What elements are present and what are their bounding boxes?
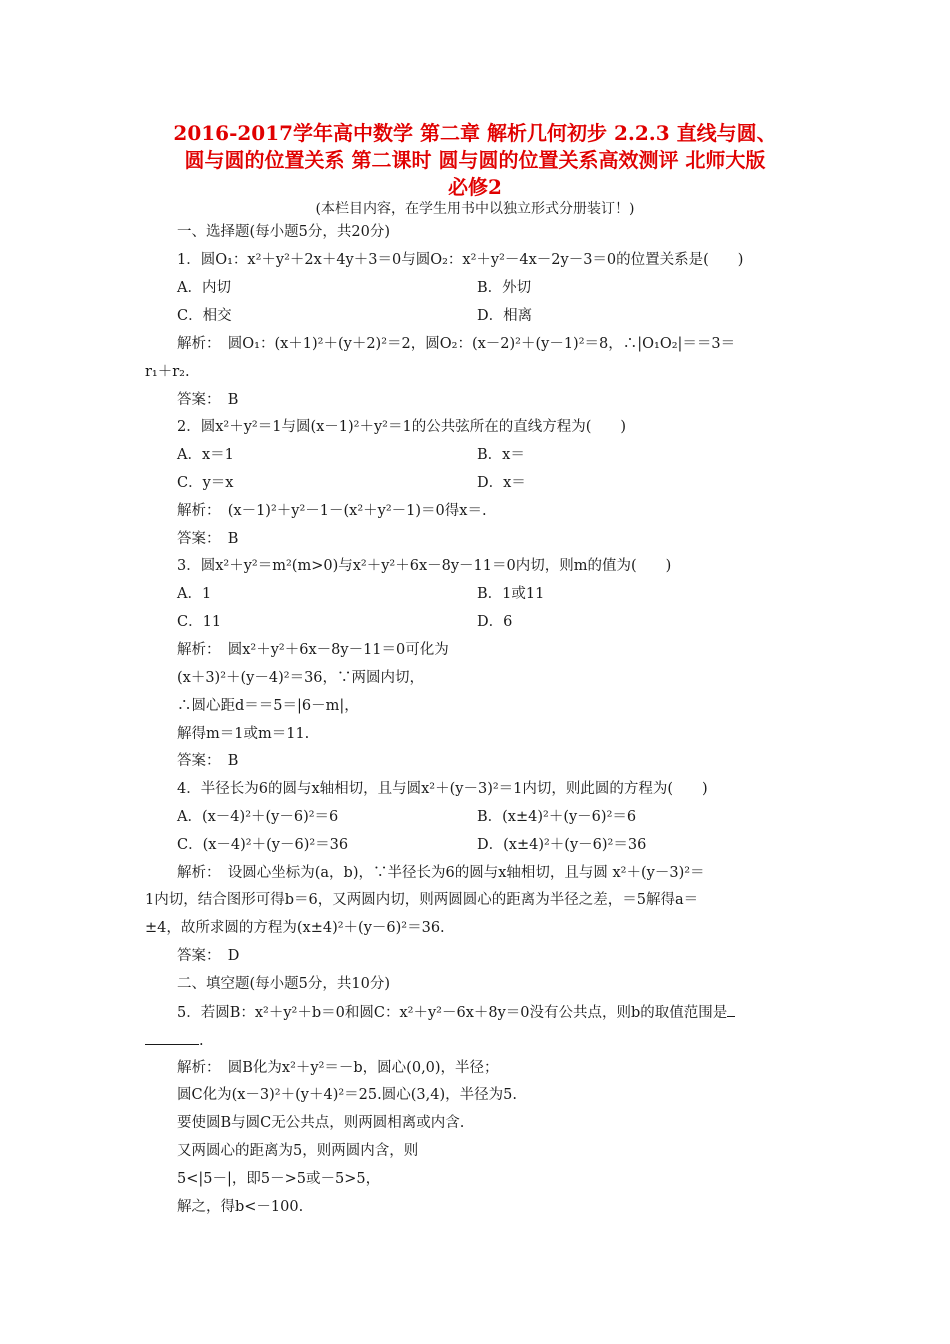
question-2: 2．圆x²＋y²＝1与圆(x－1)²＋y²＝1的公共弦所在的直线方程为( ) [177,419,627,435]
answer-line: 答案： D [177,948,240,964]
option-b: B．1或11 [477,586,545,602]
answer-line: 答案： B [177,392,239,408]
question-5-text: 5．若圆B：x²＋y²＋b＝0和圆C：x²＋y²－6x＋8y＝0没有公共点，则b的取值范围是 [177,1005,728,1021]
answer-blank [727,1002,735,1017]
option-d: D．x＝ [477,475,526,491]
answer-line: 答案： B [177,531,239,547]
option-b: B．(x±4)²＋(y－6)²＝6 [477,809,637,825]
option-b: B．x＝ [477,447,525,463]
option-d: D．6 [477,614,513,630]
solution-line: 解析： 圆x²＋y²＋6x－8y－11＝0可化为 [177,642,449,658]
solution-line: (x＋3)²＋(y－4)²＝36，∵两圆内切， [177,670,425,686]
solution-line: 要使圆B与圆C无公共点，则两圆相离或内含. [177,1115,465,1131]
solution-line: 解析： 圆O₁：(x＋1)²＋(y＋2)²＝2，圆O₂：(x－2)²＋(y－1)²＝8，∴|O₁O₂|＝＝3＝ [177,336,736,352]
question-4: 4．半径长为6的圆与x轴相切，且与圆x²＋(y－3)²＝1内切，则此圆的方程为( ) [177,781,708,797]
option-d: D．(x±4)²＋(y－6)²＝36 [477,837,647,853]
solution-line: ∴圆心距d＝＝5＝|6－m|， [177,698,359,714]
option-b: B．外切 [477,280,532,296]
solution-line: 1内切，结合图形可得b＝6，又两圆内切，则两圆圆心的距离为半径之差，＝5解得a＝ [145,892,699,908]
question-1: 1．圆O₁：x²＋y²＋2x＋4y＋3＝0与圆O₂：x²＋y²－4x－2y－3＝0的位置关系是( ) [177,252,744,268]
binding-note: (本栏目内容，在学生用书中以独立形式分册装订！) [315,201,635,217]
option-d: D．相离 [477,308,533,324]
section-heading: 一、选择题(每小题5分，共20分) [177,224,390,240]
solution-line: 解析： (x－1)²＋y²－1－(x²＋y²－1)＝0得x＝. [177,503,487,519]
solution-line: 又两圆心的距离为5，则两圆内含，则 [177,1143,419,1159]
option-a: A．(x－4)²＋(y－6)²＝6 [177,809,339,825]
solution-line: 解得m＝1或m＝11. [177,726,310,742]
option-c: C．(x－4)²＋(y－6)²＝36 [177,837,349,853]
solution-line: ±4，故所求圆的方程为(x±4)²＋(y－6)²＝36. [145,920,445,936]
answer-blank-line [145,1030,204,1051]
solution-line: 解析： 设圆心坐标为(a，b)，∵半径长为6的圆与x轴相切，且与圆 x²＋(y－3)²＝ [177,865,705,881]
option-a: A．1 [177,586,212,602]
solution-line: 解析： 圆B化为x²＋y²＝－b，圆心(0,0)，半径； [177,1060,499,1076]
option-c: C．y＝x [177,475,234,491]
answer-line: 答案： B [177,753,239,769]
solution-line: 解之，得b<－100. [177,1199,304,1215]
section-heading: 二、填空题(每小题5分，共10分) [177,976,390,992]
document-title [120,120,830,201]
option-a: A．x＝1 [177,447,234,463]
title-line-3: 必修2 [448,175,502,199]
title-line-2: 圆与圆的位置关系 第二课时 圆与圆的位置关系高效测评 北师大版 [184,148,766,172]
solution-line: 5<|5－|，即5－>5或－5>5， [177,1171,381,1187]
option-c: C．11 [177,614,222,630]
option-a: A．内切 [177,280,231,296]
blank-end: . [199,1033,204,1049]
answer-blank [145,1030,199,1045]
question-3: 3．圆x²＋y²＝m²(m>0)与x²＋y²＋6x－8y－11＝0内切，则m的值为( ) [177,558,672,574]
title-line-1: 2016-2017学年高中数学 第二章 解析几何初步 2.2.3 直线与圆、 [173,121,777,145]
option-c: C．相交 [177,308,232,324]
question-5 [177,1002,735,1023]
solution-line: 圆C化为(x－3)²＋(y＋4)²＝25.圆心(3,4)，半径为5. [177,1087,517,1103]
solution-line: r₁＋r₂. [145,364,190,380]
